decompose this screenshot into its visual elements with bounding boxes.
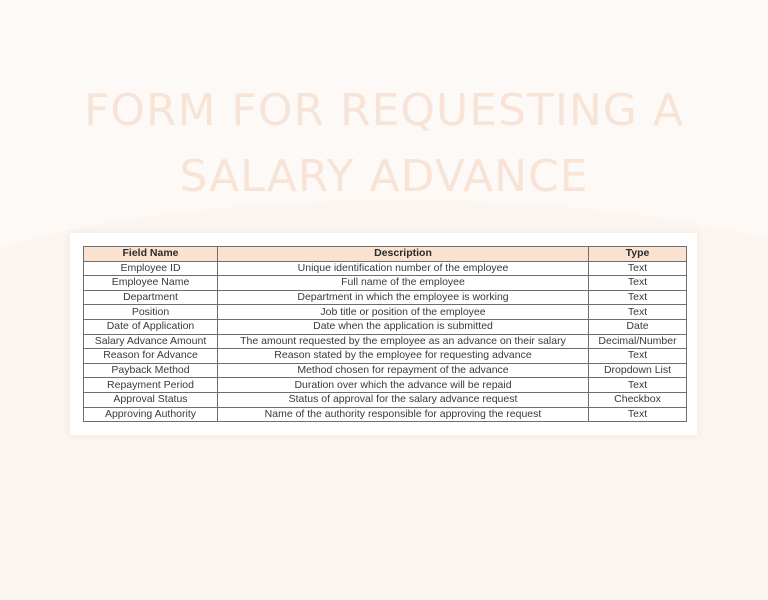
table-row (84, 290, 687, 305)
cell-type: Text (589, 349, 687, 364)
cell-description: The amount requested by the employee as an advance on their salary (218, 334, 589, 349)
table-row (84, 349, 687, 364)
table-row (84, 407, 687, 422)
table-row (84, 334, 687, 349)
table-row (84, 305, 687, 320)
cell-field-name: Approving Authority (84, 407, 218, 422)
cell-type: Text (589, 261, 687, 276)
fields-table (83, 246, 687, 422)
title-line-1: FORM FOR REQUESTING A (84, 85, 684, 136)
header-field-name: Field Name (84, 247, 218, 262)
header-type: Type (589, 247, 687, 262)
table-card (70, 233, 697, 435)
table-row (84, 319, 687, 334)
table-row (84, 378, 687, 393)
cell-type: Text (589, 305, 687, 320)
cell-type: Text (589, 407, 687, 422)
title-line-2: SALARY ADVANCE (179, 151, 589, 202)
table-row (84, 363, 687, 378)
cell-field-name: Salary Advance Amount (84, 334, 218, 349)
cell-description: Method chosen for repayment of the advance (218, 363, 589, 378)
cell-type: Dropdown List (589, 363, 687, 378)
table-row (84, 392, 687, 407)
cell-type: Date (589, 319, 687, 334)
cell-type: Decimal/Number (589, 334, 687, 349)
cell-type: Checkbox (589, 392, 687, 407)
table-row (84, 261, 687, 276)
cell-type: Text (589, 276, 687, 291)
cell-description: Name of the authority responsible for approving the request (218, 407, 589, 422)
cell-description: Job title or position of the employee (218, 305, 589, 320)
cell-description: Department in which the employee is working (218, 290, 589, 305)
cell-description: Full name of the employee (218, 276, 589, 291)
cell-field-name: Date of Application (84, 319, 218, 334)
cell-field-name: Repayment Period (84, 378, 218, 393)
cell-field-name: Payback Method (84, 363, 218, 378)
cell-type: Text (589, 378, 687, 393)
cell-field-name: Reason for Advance (84, 349, 218, 364)
page-title (0, 78, 768, 210)
table-header-row (84, 247, 687, 262)
cell-field-name: Employee ID (84, 261, 218, 276)
table-row (84, 276, 687, 291)
cell-field-name: Position (84, 305, 218, 320)
header-description: Description (218, 247, 589, 262)
cell-field-name: Approval Status (84, 392, 218, 407)
cell-description: Status of approval for the salary advance request (218, 392, 589, 407)
cell-description: Duration over which the advance will be repaid (218, 378, 589, 393)
cell-type: Text (589, 290, 687, 305)
cell-description: Unique identification number of the employee (218, 261, 589, 276)
cell-description: Reason stated by the employee for requesting advance (218, 349, 589, 364)
cell-field-name: Employee Name (84, 276, 218, 291)
cell-description: Date when the application is submitted (218, 319, 589, 334)
cell-field-name: Department (84, 290, 218, 305)
